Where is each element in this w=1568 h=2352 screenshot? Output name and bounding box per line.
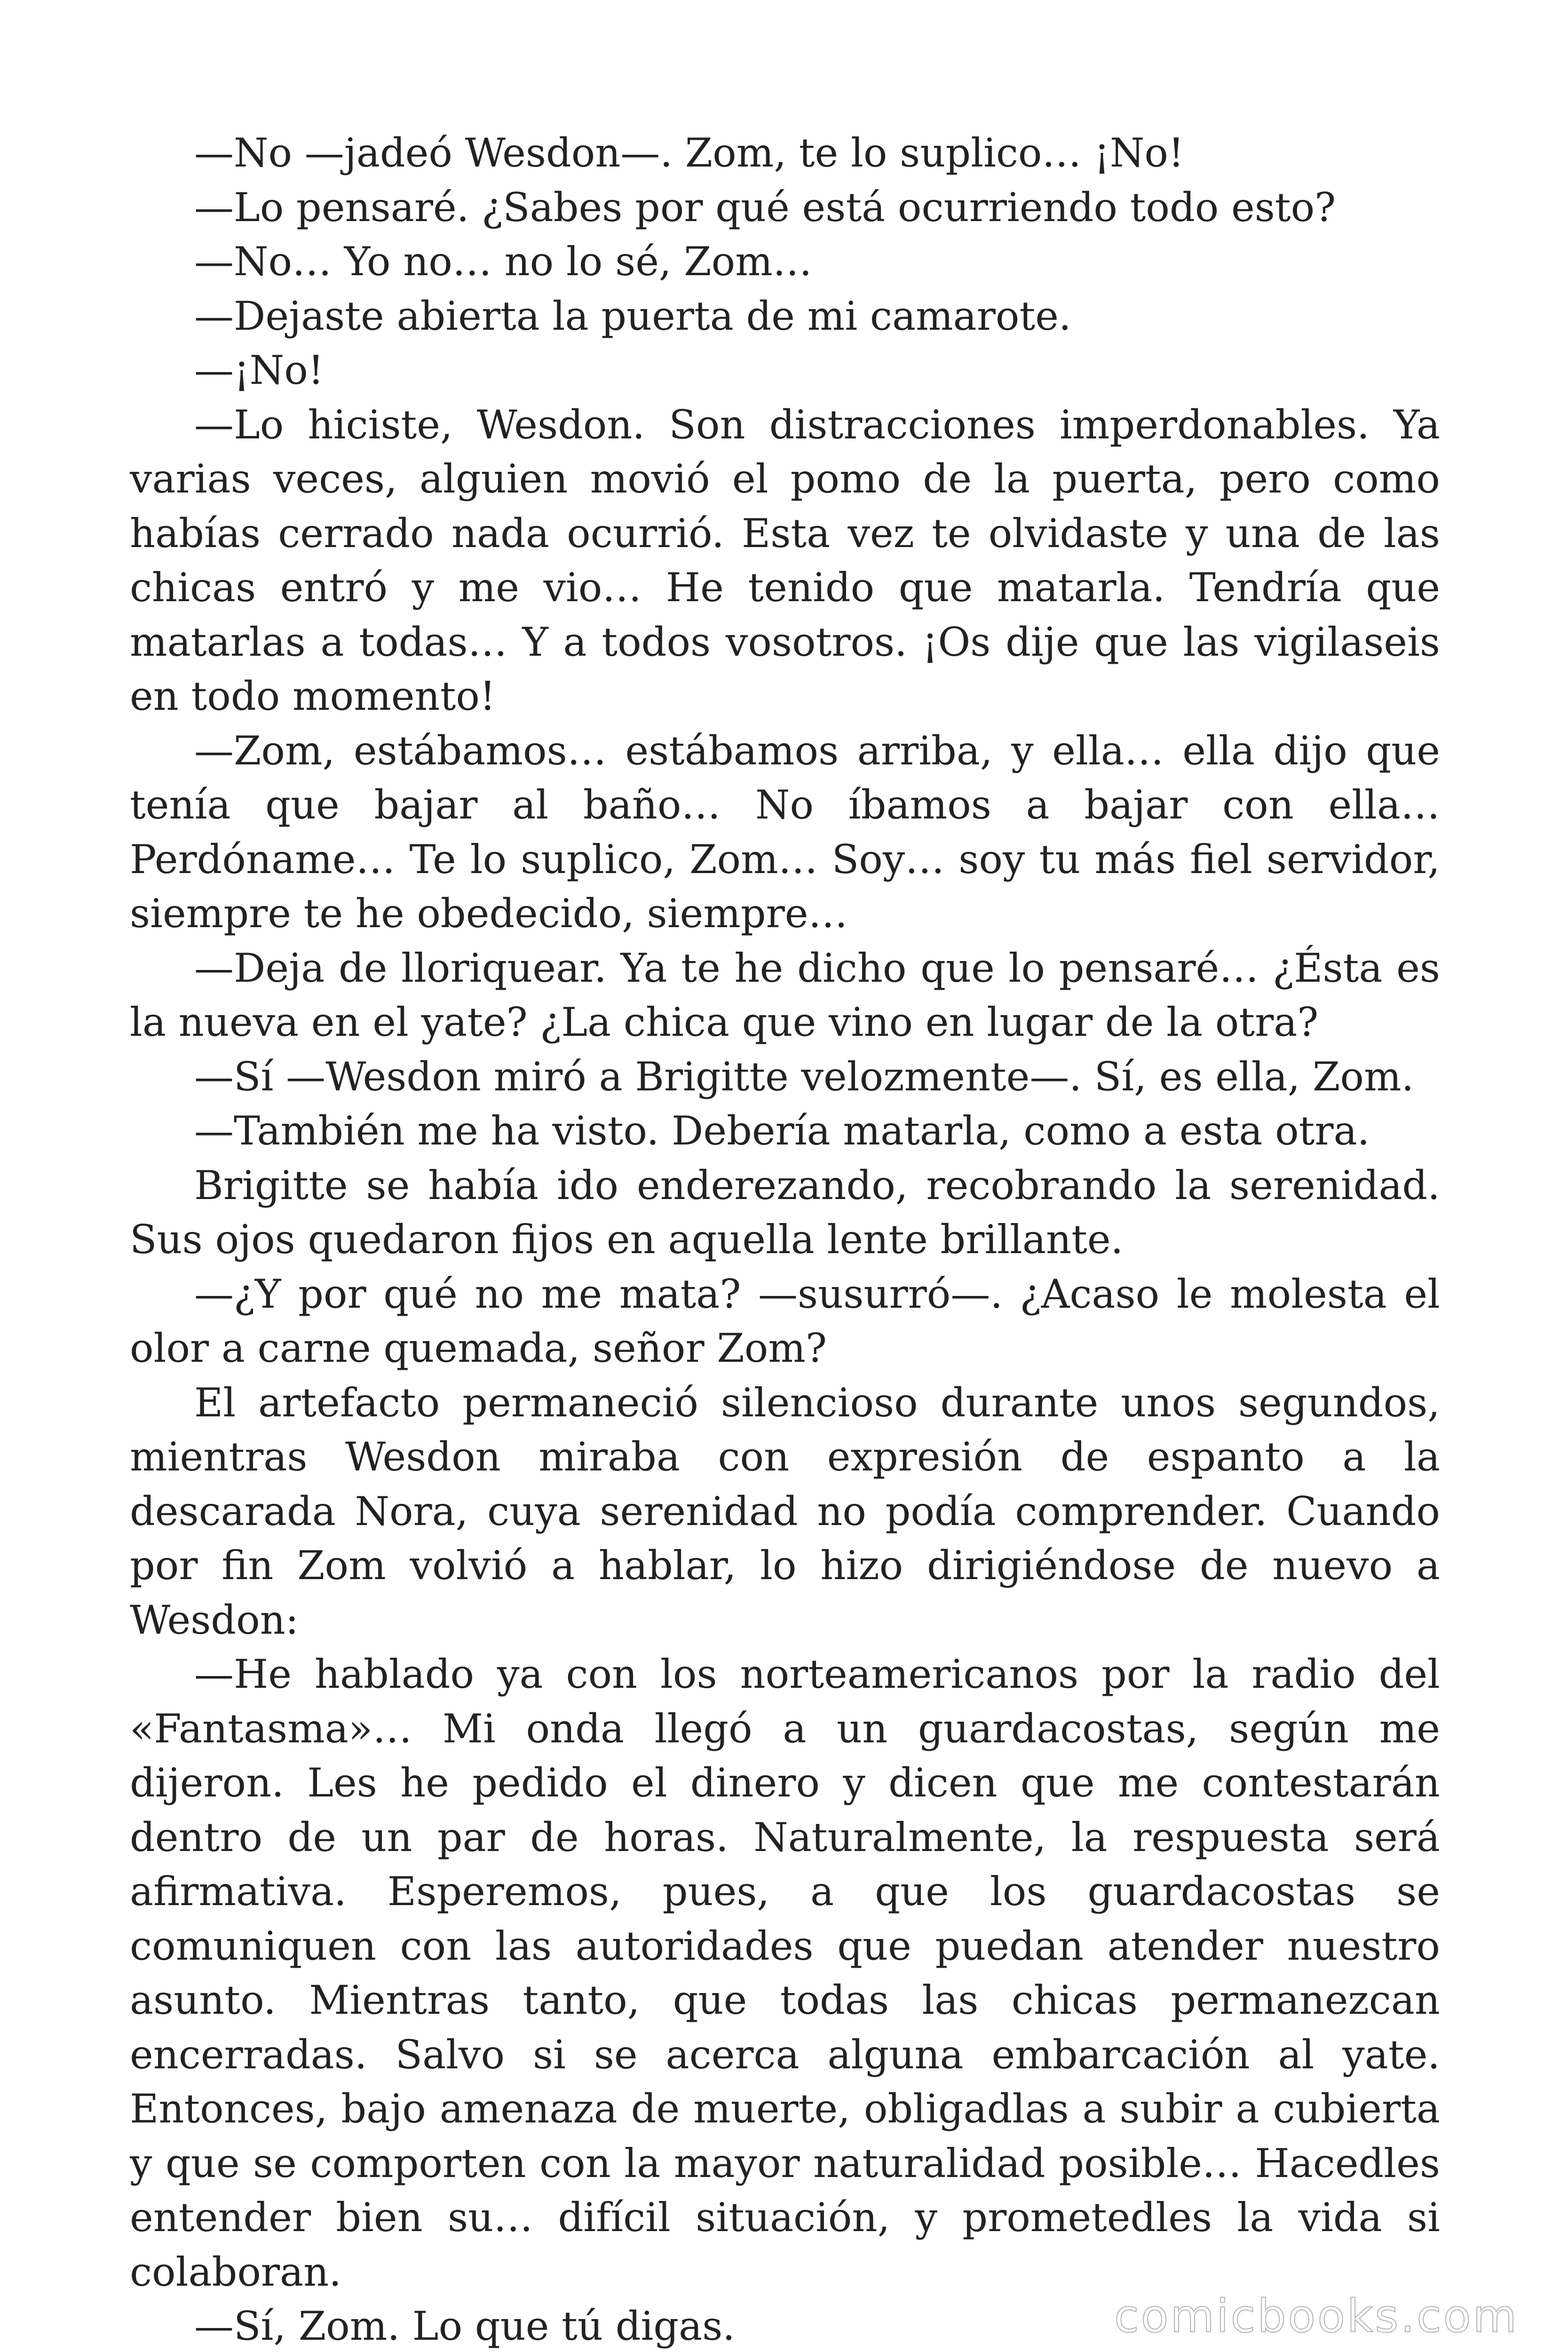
- paragraph-13: El artefacto permaneció silencioso durante unos segundos, mientras Wesdon miraba con expresión de espanto a la descarada Nora, cuya serenidad no podía comprender. Cuando por fin Zom volvió a hablar, lo hizo dirigiéndose de nuevo a Wesdon:: [130, 1379, 1440, 1643]
- paragraph-2: —Lo pensaré. ¿Sabes por qué está ocurriendo todo esto?: [194, 184, 1336, 230]
- paragraph-7: —Zom, estábamos… estábamos arriba, y ella… ella dijo que tenía que bajar al baño… No íbamos a bajar con ella… Perdóname… Te lo suplico, Zom… Soy… soy tu más fiel servidor, siempre te he obedecido, siempre…: [130, 727, 1440, 937]
- paragraph-9: —Sí —Wesdon miró a Brigitte velozmente—. Sí, es ella, Zom.: [194, 1053, 1414, 1100]
- paragraph-11: Brigitte se había ido enderezando, recobrando la serenidad. Sus ojos quedaron fijos en aquella lente brillante.: [130, 1162, 1440, 1263]
- paragraph-3: —No… Yo no… no lo sé, Zom…: [194, 238, 812, 285]
- paragraph-4: —Dejaste abierta la puerta de mi camarote.: [194, 293, 1071, 339]
- paragraph-10: —También me ha visto. Debería matarla, como a esta otra.: [194, 1108, 1370, 1154]
- paragraph-12: —¿Y por qué no me mata? —susurró—. ¿Acaso le molesta el olor a carne quemada, señor Zom?: [130, 1271, 1440, 1371]
- paragraph-6: —Lo hiciste, Wesdon. Son distracciones imperdonables. Ya varias veces, alguien movió el pomo de la puerta, pero como habías cerrado nada ocurrió. Esta vez te olvidaste y una de las chicas entró y me vio… He tenido que matarla. Tendría que matarlas a todas… Y a todos vosotros. ¡Os dije que las vigilaseis en todo momento!: [130, 401, 1440, 719]
- paragraph-15: —Sí, Zom. Lo que tú digas.: [194, 2303, 735, 2349]
- watermark: comicbooks.com: [1114, 2290, 1519, 2343]
- paragraph-1: —No —jadeó Wesdon—. Zom, te lo suplico… ¡No!: [194, 130, 1184, 176]
- body-text: [130, 126, 1440, 2352]
- paragraph-14: —He hablado ya con los norteamericanos por la radio del «Fantasma»… Mi onda llegó a un guardacostas, según me dijeron. Les he pedido el dinero y dicen que me contestarán dentro de un par de horas. Naturalmente, la respuesta será afirmativa. Esperemos, pues, a que los guardacostas se comuniquen con las autoridades que puedan atender nuestro asunto. Mientras tanto, que todas las chicas permanezcan encerradas. Salvo si se acerca alguna embarcación al yate. Entonces, bajo amenaza de muerte, obligadlas a subir a cubierta y que se comporten con la mayor naturalidad posible… Hacedles entender bien su… difícil situación, y prometedles la vida si colaboran.: [130, 1651, 1440, 2295]
- paragraph-8: —Deja de lloriquear. Ya te he dicho que lo pensaré… ¿Ésta es la nueva en el yate? ¿La chica que vino en lugar de la otra?: [130, 945, 1440, 1045]
- paragraph-5: —¡No!: [194, 347, 324, 393]
